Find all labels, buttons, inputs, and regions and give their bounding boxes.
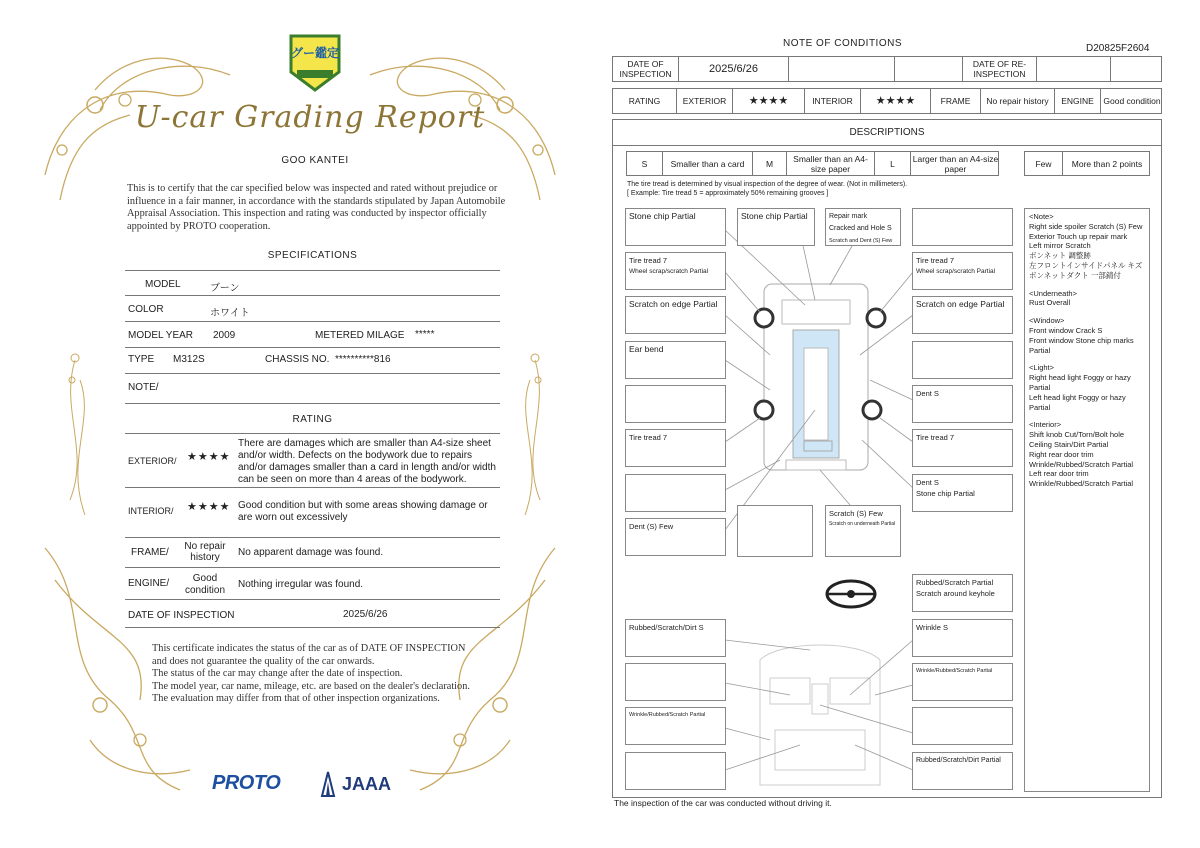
condition-line: Repair mark	[829, 213, 868, 220]
type-value: M312S	[173, 354, 205, 365]
condition-box: Stone chip Partial	[625, 208, 726, 246]
disclaimer-line: The status of the car may change after the date of inspection.	[152, 668, 403, 679]
report-title: U-car Grading Report	[134, 100, 486, 135]
frame-value: No repair history	[184, 541, 226, 563]
rating-heading: RATING	[292, 414, 333, 425]
report-code: D20825F2604	[1086, 43, 1150, 54]
condition-box: Tire tread 7	[912, 429, 1013, 467]
note-line: Right rear door trim Wrinkle/Rubbed/Scratch Partial	[1029, 449, 1134, 469]
engine-label: ENGINE/	[128, 578, 170, 589]
mileage-label: METERED MILAGE	[315, 330, 405, 341]
condition-box: Wrinkle S	[912, 619, 1013, 657]
note-line: Left rear door trim Wrinkle/Rubbed/Scratch Partial	[1029, 469, 1134, 489]
note-group	[1029, 316, 1145, 355]
frame-label-cell: FRAME	[931, 89, 981, 113]
condition-box: Rubbed/Scratch/Dirt Partial	[912, 752, 1013, 790]
interior-stars: ★★★★	[187, 501, 231, 513]
condition-line: Wheel scrap/scratch Partial	[629, 268, 709, 275]
conditions-title: NOTE OF CONDITIONS	[783, 38, 902, 49]
condition-line: Cracked and Hole S	[829, 225, 892, 232]
condition-box: Wrinkle/Rubbed/Scratch Partial	[625, 707, 726, 745]
condition-box: Wrinkle/Rubbed/Scratch Partial	[912, 663, 1013, 701]
legend-few-text: More than 2 points	[1071, 158, 1143, 169]
condition-box: Scratch on edge Partial	[912, 296, 1013, 334]
condition-box: Scratch on edge Partial	[625, 296, 726, 334]
note-line: Right head light Foggy or hazy Partial	[1029, 373, 1131, 392]
note-line: Front window Stone chip marks Partial	[1029, 335, 1134, 355]
tread-note-line: [ Example: Tire tread 5 = approximately 50% remaining grooves ]	[627, 190, 829, 197]
disclaimer-line: This certificate indicates the status of the car as of DATE OF INSPECTION and does not guarantee the quality of the car onwards.	[152, 643, 466, 667]
condition-box: Ear bend	[625, 341, 726, 379]
inspection-date-value: 2025/6/26	[343, 609, 388, 620]
legend-l: L	[875, 152, 911, 175]
reinspection-label-cell: DATE OF RE-INSPECTION	[963, 57, 1037, 81]
condition-box	[825, 505, 901, 557]
jaaa-logo: JAAA	[342, 774, 392, 794]
interior-description: Good condition but with some areas showing damage or are worn out excessively	[238, 500, 488, 523]
legend-l-text: Larger than an A4-size paper	[912, 153, 999, 174]
model-year-label: MODEL YEAR	[128, 330, 194, 341]
frame-label: FRAME/	[131, 547, 169, 558]
exterior-label: EXTERIOR/	[128, 456, 177, 466]
condition-box-empty	[737, 505, 813, 557]
note-group	[1029, 289, 1145, 309]
note-line: Front window Crack S	[1029, 325, 1103, 335]
exterior-stars: ★★★★	[187, 451, 231, 463]
proto-logo: PROTO	[212, 772, 281, 794]
legend-s: S	[627, 152, 663, 175]
condition-box-empty	[625, 663, 726, 701]
condition-box: Tire tread 7	[625, 429, 726, 467]
descriptions-heading: DESCRIPTIONS	[613, 120, 1161, 146]
note-group	[1029, 212, 1145, 281]
exterior-description: There are damages which are smaller than A4-size sheet and/or width. Defects on the bodywork due to repairs and/or damages smaller than a card in length and/or width can be seen on more than 4 areas of the bodywork.	[238, 438, 496, 485]
condition-box-empty	[625, 385, 726, 423]
note-line: Shift knob Cut/Torn/Bolt hole	[1029, 430, 1125, 440]
notes-column	[1024, 208, 1150, 792]
note-line: <Note>	[1029, 212, 1054, 221]
report-subtitle: GOO KANTEI	[281, 155, 349, 166]
inspection-note: The inspection of the car was conducted without driving it.	[614, 798, 832, 808]
note-line: 左フロントインサイドパネル キズ	[1029, 260, 1143, 270]
condition-line: Tire tread 7	[629, 256, 668, 265]
condition-box	[912, 252, 1013, 290]
condition-line: Scratch on underneath Partial	[829, 521, 896, 527]
legend-s-text: Smaller than a card	[663, 152, 753, 175]
note-line: Exterior Touch up repair mark	[1029, 231, 1128, 241]
condition-line: Tire tread 7	[916, 256, 955, 265]
note-line: <Underneath>	[1029, 288, 1077, 298]
condition-box-empty	[625, 752, 726, 790]
date-value-cell: 2025/6/26	[679, 57, 789, 81]
date-label-cell: DATE OF INSPECTION	[613, 57, 679, 81]
disclaimer-line: The evaluation may differ from that of other inspection organizations.	[152, 693, 440, 704]
interior-label-cell: INTERIOR	[805, 89, 861, 113]
condition-box: Dent (S) Few	[625, 518, 726, 556]
type-label: TYPE	[128, 354, 155, 365]
emblem-text: グー鑑定	[290, 46, 339, 60]
legend-m: M	[753, 152, 787, 175]
condition-box	[825, 208, 901, 246]
note-label: NOTE/	[128, 382, 159, 393]
frame-description: No apparent damage was found.	[238, 547, 384, 558]
color-value: ホワイト	[210, 308, 250, 319]
engine-value: Good condition	[184, 573, 226, 596]
legend-few: Few	[1025, 152, 1063, 175]
note-line: Ceiling Stain/Dirt Partial	[1029, 439, 1109, 449]
condition-line: Stone chip Partial	[916, 489, 975, 498]
note-line: Left head light Foggy or hazy Partial	[1029, 392, 1126, 412]
condition-box: Rubbed/Scratch/Dirt S	[625, 619, 726, 657]
note-line: ボンネット 調整跡	[1029, 251, 1091, 261]
car-top-view-diagram	[755, 284, 885, 470]
condition-line: Scratch around keyhole	[916, 589, 995, 598]
steering-wheel-icon	[827, 581, 875, 607]
condition-line: Dent S	[916, 478, 939, 487]
note-line: Left mirror Scratch	[1029, 241, 1091, 251]
note-group	[1029, 363, 1145, 412]
legend-m-text: Smaller than an A4-size paper	[787, 152, 875, 175]
condition-box: Dent S	[912, 385, 1013, 423]
note-line: Rust Overall	[1029, 298, 1071, 308]
note-line: Right side spoiler Scratch (S) Few	[1029, 221, 1143, 231]
inspection-date-label: DATE OF INSPECTION	[128, 610, 235, 621]
condition-box	[912, 574, 1013, 612]
condition-box: Stone chip Partial	[737, 208, 815, 246]
note-line: <Light>	[1029, 363, 1055, 373]
disclaimer-line: The model year, car name, mileage, etc. are based on the dealer's declaration.	[152, 680, 470, 692]
note-group	[1029, 420, 1145, 489]
condition-box-empty	[625, 474, 726, 512]
condition-box-empty	[912, 341, 1013, 379]
engine-label-cell: ENGINE	[1055, 89, 1101, 113]
note-line: <Interior>	[1029, 420, 1062, 430]
tread-note-line: The tire tread is determined by visual inspection of the degree of wear. (Not in millimeters).	[627, 181, 908, 188]
exterior-label-cell: EXTERIOR	[677, 89, 733, 113]
engine-description: Nothing irregular was found.	[238, 579, 364, 590]
condition-line: Rubbed/Scratch Partial	[916, 578, 994, 587]
model-year-value: 2009	[213, 330, 236, 341]
certification-text: This is to certify that the car specified below was inspected and rated without prejudice or influence in a fair manner, in accordance with the standards stipulated by Japan Automobile Appraisal Association. This inspection and rating was conducted by inspector officially appointed by PROTO cooperation.	[127, 183, 506, 232]
chassis-value: **********816	[335, 354, 391, 365]
note-line: ボンネットダクト 一部錆付	[1029, 270, 1121, 280]
car-interior-diagram	[760, 645, 880, 785]
condition-line: Scratch and Dent (S) Few	[829, 238, 893, 244]
model-label: MODEL	[145, 279, 181, 290]
interior-label: INTERIOR/	[128, 506, 174, 516]
note-line: <Window>	[1029, 316, 1065, 326]
exterior-stars-cell: ★★★★	[733, 89, 805, 113]
chassis-label: CHASSIS NO.	[265, 354, 330, 365]
condition-box	[625, 252, 726, 290]
rating-label-cell: RATING	[613, 89, 677, 113]
condition-line: Scratch (S) Few	[829, 509, 883, 518]
condition-box-empty	[912, 707, 1013, 745]
specifications-heading: SPECIFICATIONS	[267, 250, 358, 261]
mileage-value: *****	[415, 329, 435, 340]
color-label: COLOR	[128, 304, 164, 315]
condition-box	[912, 474, 1013, 512]
interior-stars-cell: ★★★★	[861, 89, 931, 113]
model-value: ブーン	[210, 283, 240, 294]
condition-line: Wheel scrap/scratch Partial	[916, 268, 996, 275]
engine-value-cell: Good condition	[1103, 96, 1161, 106]
frame-value-cell: No repair history	[981, 89, 1055, 113]
condition-box-empty	[912, 208, 1013, 246]
